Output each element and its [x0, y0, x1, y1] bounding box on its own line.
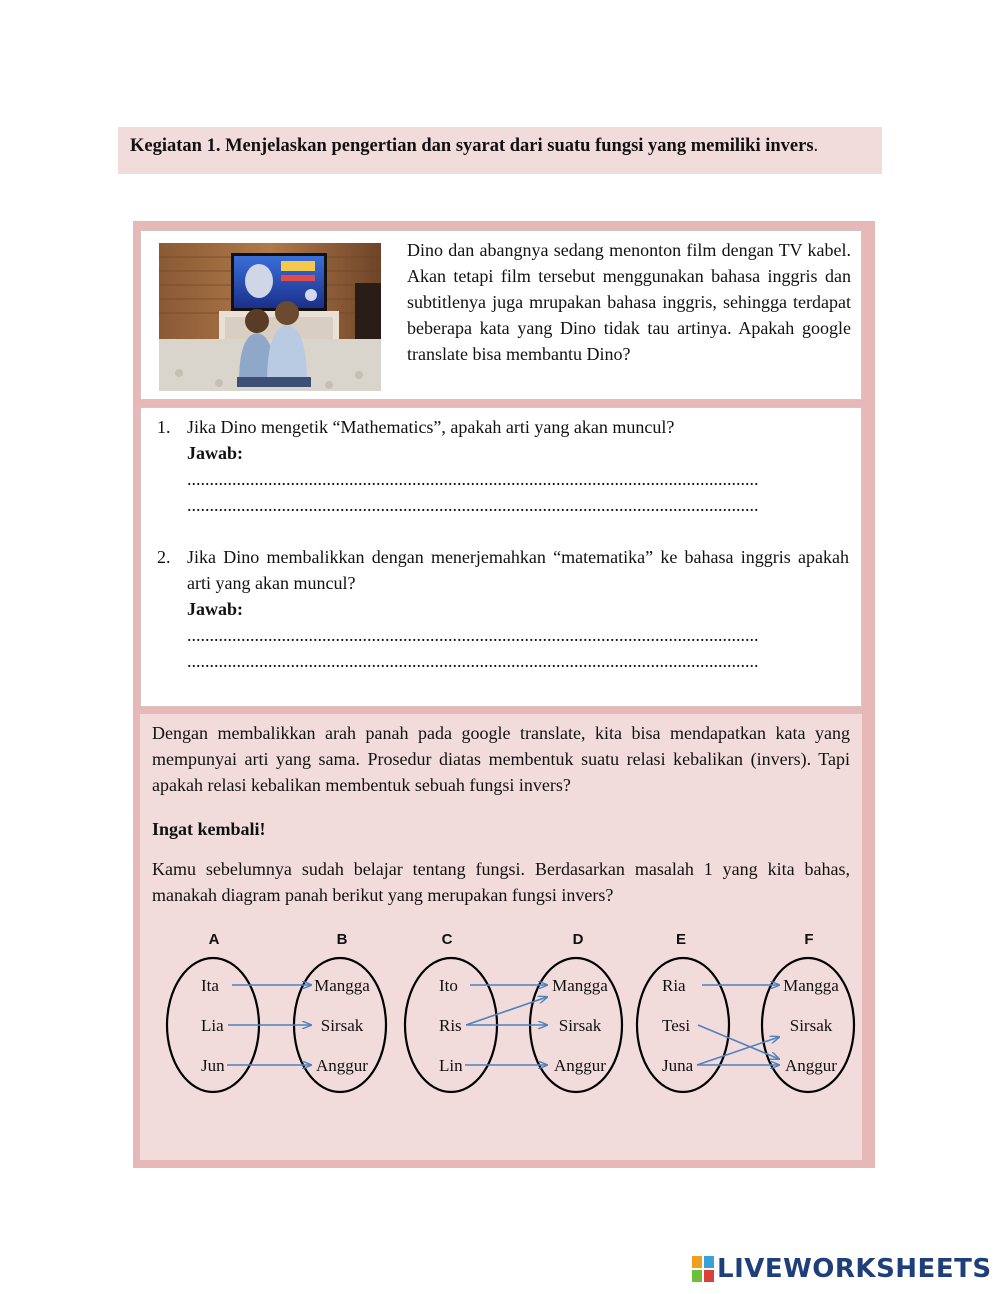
set-label: F — [804, 931, 814, 948]
question-text: Jika Dino membalikkan dengan menerjemahkan “matematika” ke bahasa inggris apakah arti yang akan muncul? — [187, 547, 849, 593]
codomain-member: Mangga — [783, 976, 839, 995]
domain-member: Jun — [201, 1056, 225, 1075]
question-number: 1. — [157, 417, 171, 437]
codomain-member: Sirsak — [789, 1016, 833, 1035]
answer-line[interactable]: ............................................................................................................................... — [187, 651, 759, 671]
domain-member: Ria — [662, 976, 686, 995]
activity-title: Kegiatan 1. Menjelaskan pengertian dan syarat dari suatu fungsi yang memiliki invers — [130, 136, 814, 156]
domain-member: Ito — [439, 976, 458, 995]
set-label: E — [675, 931, 687, 948]
domain-member: Ita — [201, 976, 219, 995]
question-text: Jika Dino mengetik “Mathematics”, apakah arti yang akan muncul? — [187, 417, 675, 437]
activity-title-period: . — [813, 136, 819, 156]
story-paragraph: Dino dan abangnya sedang menonton film dengan TV kabel. Akan tetapi film tersebut menggunakan bahasa inggris dan subtitlenya juga mrupakan bahasa inggris, sehingga terdapat beberapa kata yang Dino tidak tau artinya. Apakah google translate bisa membantu Dino? — [407, 240, 851, 364]
codomain-member: Anggur — [785, 1056, 837, 1075]
set-label: C — [441, 931, 453, 948]
codomain-member: Mangga — [552, 976, 608, 995]
remember-title: Ingat kembali! — [152, 819, 266, 839]
domain-member: Ris — [439, 1016, 462, 1035]
liveworksheets-logo-icon — [692, 1256, 714, 1282]
domain-member: Lin — [439, 1056, 463, 1075]
codomain-member: Anggur — [316, 1056, 368, 1075]
codomain-member: Anggur — [554, 1056, 606, 1075]
domain-member: Lia — [201, 1016, 224, 1035]
codomain-member: Sirsak — [558, 1016, 602, 1035]
answer-label: Jawab: — [187, 443, 244, 463]
prompt-paragraph: Kamu sebelumnya sudah belajar tentang fungsi. Berdasarkan masalah 1 yang kita bahas, manakah diagram panah berikut yang merupakan fungsi invers? — [152, 859, 850, 905]
mapping-arrow — [466, 997, 547, 1025]
answer-line[interactable]: ............................................................................................................................... — [187, 469, 759, 489]
answer-label: Jawab: — [187, 599, 244, 619]
set-label: A — [208, 931, 220, 948]
liveworksheets-wordmark: LIVEWORKSHEETS — [717, 1254, 992, 1284]
codomain-member: Sirsak — [320, 1016, 364, 1035]
question-number: 2. — [157, 547, 171, 567]
set-label: B — [336, 931, 348, 948]
set-label: D — [572, 931, 584, 948]
liveworksheets-logo — [692, 1254, 992, 1284]
domain-member: Juna — [662, 1056, 694, 1075]
intro-paragraph: Dengan membalikkan arah panah pada google translate, kita bisa mendapatkan kata yang mempunyai arti yang sama. Prosedur diatas membentuk suatu relasi kebalikan (invers). Tapi apakah relasi kebalikan membentuk sebuah fungsi invers? — [152, 723, 850, 795]
codomain-member: Mangga — [314, 976, 370, 995]
mapping-arrow — [698, 1025, 779, 1059]
domain-member: Tesi — [662, 1016, 691, 1035]
answer-line[interactable]: ............................................................................................................................... — [187, 625, 759, 645]
answer-line[interactable]: ............................................................................................................................... — [187, 495, 759, 515]
